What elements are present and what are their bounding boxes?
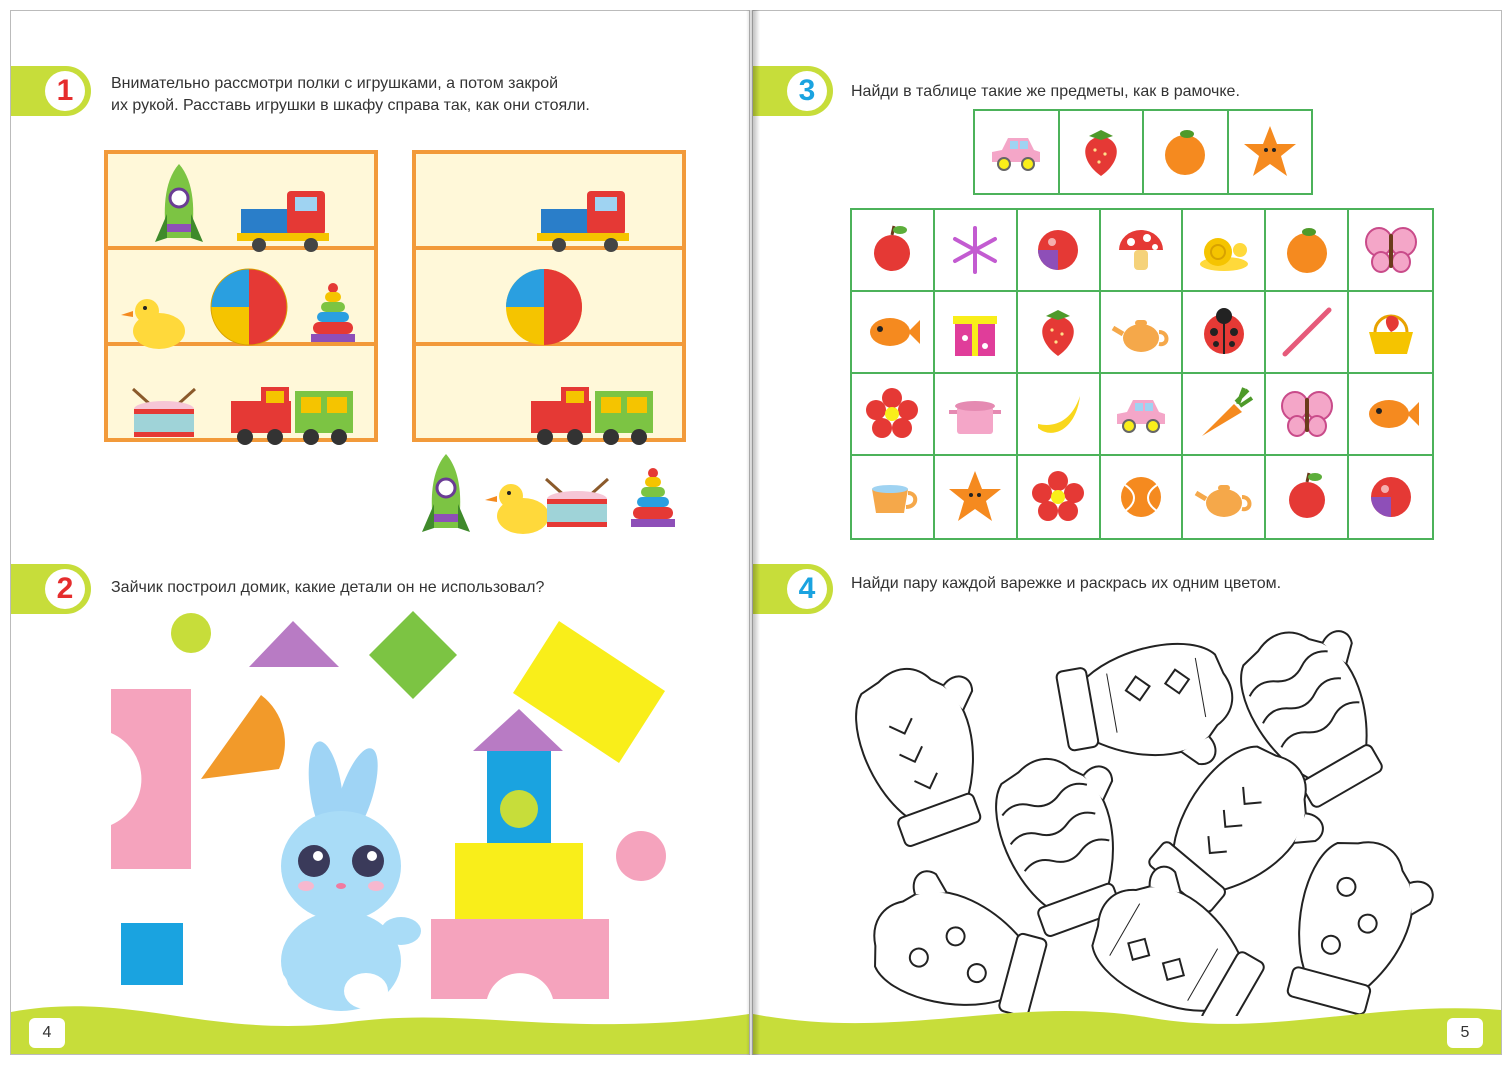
fish-icon: [1361, 384, 1421, 444]
apple-icon: [862, 220, 922, 280]
banana-icon: [1028, 384, 1088, 444]
flower-icon: [862, 384, 922, 444]
grid-cell-pot-icon[interactable]: [935, 374, 1018, 456]
mitten-diamond-1: [1054, 634, 1243, 786]
grid-cell-snail-icon[interactable]: [1183, 210, 1266, 292]
left-footer-wave: [11, 994, 749, 1054]
strawberry-icon: [1071, 122, 1131, 182]
butterfly-icon: [1277, 384, 1337, 444]
ball-icon: [1361, 467, 1421, 527]
grid-cell-starfish-icon[interactable]: [935, 456, 1018, 538]
grid-cell-orange-icon[interactable]: [1266, 210, 1349, 292]
orange-icon: [1277, 220, 1337, 280]
grid-cell-apple-icon[interactable]: [852, 210, 935, 292]
right-footer-wave: [753, 994, 1501, 1054]
starfish-icon: [945, 467, 1005, 527]
flower-icon: [1028, 467, 1088, 527]
mittens-illustration: [843, 616, 1443, 1016]
frame-cell-car-icon: [975, 111, 1058, 193]
left-page: [10, 10, 750, 1055]
ladybug-icon: [1194, 302, 1254, 362]
grid-cell-gift-icon[interactable]: [935, 292, 1018, 374]
left-page-number: 4: [29, 1018, 65, 1048]
task-3-number: 3: [787, 71, 827, 111]
grid-cell-tennis-ball-icon[interactable]: [1101, 456, 1184, 538]
beach-ball-icon: [211, 269, 287, 345]
orange-half-circle-shape: [201, 695, 285, 779]
starfish-icon: [1240, 122, 1300, 182]
grid-cell-carrot-icon[interactable]: [1183, 374, 1266, 456]
grid-cell-ball-icon[interactable]: [1349, 456, 1432, 538]
right-page-number: 5: [1447, 1018, 1483, 1048]
items-grid: [850, 208, 1434, 540]
snail-icon: [1194, 220, 1254, 280]
blue-square-shape: [121, 923, 183, 985]
task-3-badge: [753, 66, 833, 116]
grid-cell-basket-icon[interactable]: [1349, 292, 1432, 374]
basket-icon: [1361, 302, 1421, 362]
grid-cell-teapot-icon[interactable]: [1183, 456, 1266, 538]
book-spread: [10, 10, 1502, 1055]
rocket-icon: [422, 454, 470, 532]
loose-toys: [422, 454, 675, 534]
grid-cell-flower-icon[interactable]: [852, 374, 935, 456]
pink-arch-half-shape: [111, 689, 191, 869]
grid-cell-teapot-icon[interactable]: [1101, 292, 1184, 374]
grid-cell-fish-icon[interactable]: [852, 292, 935, 374]
strawberry-icon: [1028, 302, 1088, 362]
grid-cell-banana-icon[interactable]: [1018, 374, 1101, 456]
task-3-text: Найди в таблице такие же предметы, как в рамочке.: [851, 83, 1240, 100]
mushroom-icon: [1111, 220, 1171, 280]
task-1-line-1: Внимательно рассмотри полки с игрушками, а потом закрой: [111, 75, 559, 92]
grid-cell-ball-icon[interactable]: [1018, 210, 1101, 292]
task-1-line-2: их рукой. Расставь игрушки в шкафу справа так, как они стояли.: [111, 97, 590, 114]
grid-cell-fish-icon[interactable]: [1349, 374, 1432, 456]
duck-icon: [485, 484, 549, 534]
grid-cell-flower-icon[interactable]: [1018, 456, 1101, 538]
task-1-text: [111, 73, 590, 117]
book-gutter: [746, 10, 760, 1055]
grid-cell-ladybug-icon[interactable]: [1183, 292, 1266, 374]
drum-icon: [546, 479, 608, 527]
task-4-badge: [753, 564, 833, 614]
gift-icon: [945, 302, 1005, 362]
grid-cell-butterfly-icon[interactable]: [1266, 374, 1349, 456]
grid-cell-strawberry-icon[interactable]: [1018, 292, 1101, 374]
ball-icon: [1028, 220, 1088, 280]
shapes-illustration: [101, 611, 691, 1011]
shelves-illustration: [101, 149, 691, 549]
pyramid-toy-icon: [631, 468, 675, 527]
grid-cell-car-icon[interactable]: [1101, 374, 1184, 456]
purple-triangle-shape: [249, 621, 339, 667]
teapot-icon: [1111, 302, 1171, 362]
cup-icon: [862, 467, 922, 527]
grid-cell-cup-icon[interactable]: [852, 456, 935, 538]
tennis-ball-icon: [1111, 467, 1171, 527]
right-cabinet: [414, 152, 684, 445]
bunny-icon: [244, 739, 421, 1011]
beach-ball-icon: [506, 269, 582, 345]
butterfly-icon: [1361, 220, 1421, 280]
pencil-icon: [1277, 302, 1337, 362]
left-cabinet: [106, 152, 376, 445]
fish-icon: [862, 302, 922, 362]
task-4-number: 4: [787, 569, 827, 609]
mitten-chevron-1: [843, 648, 1016, 850]
grid-cell-apple-icon[interactable]: [1266, 456, 1349, 538]
target-items-frame: [973, 109, 1313, 195]
snowflake-icon: [945, 220, 1005, 280]
right-page: [752, 10, 1502, 1055]
grid-cell-butterfly-icon[interactable]: [1349, 210, 1432, 292]
carrot-icon: [1194, 384, 1254, 444]
car-icon: [986, 122, 1046, 182]
teapot-icon: [1194, 467, 1254, 527]
task-2-badge: [11, 564, 91, 614]
grid-cell-snowflake-icon[interactable]: [935, 210, 1018, 292]
task-4-text: Найди пару каждой варежке и раскрась их одним цветом.: [851, 575, 1282, 592]
green-diamond-shape: [369, 611, 457, 699]
grid-cell-mushroom-icon[interactable]: [1101, 210, 1184, 292]
task-2-text: Зайчик построил домик, какие детали он не использовал?: [111, 579, 545, 596]
green-circle-shape: [171, 613, 211, 653]
task-1-number: 1: [45, 71, 85, 111]
orange-icon: [1155, 122, 1215, 182]
block-house-icon: [431, 709, 609, 999]
apple-icon: [1277, 467, 1337, 527]
car-icon: [1111, 384, 1171, 444]
mitten-dots-2: [1278, 829, 1442, 1016]
frame-cell-starfish-icon: [1227, 111, 1312, 193]
frame-cell-strawberry-icon: [1058, 111, 1143, 193]
task-2-number: 2: [45, 569, 85, 609]
pink-circle-shape: [616, 831, 666, 881]
task-1-badge: [11, 66, 91, 116]
pot-icon: [945, 384, 1005, 444]
grid-cell-pencil-icon[interactable]: [1266, 292, 1349, 374]
frame-cell-orange-icon: [1142, 111, 1227, 193]
